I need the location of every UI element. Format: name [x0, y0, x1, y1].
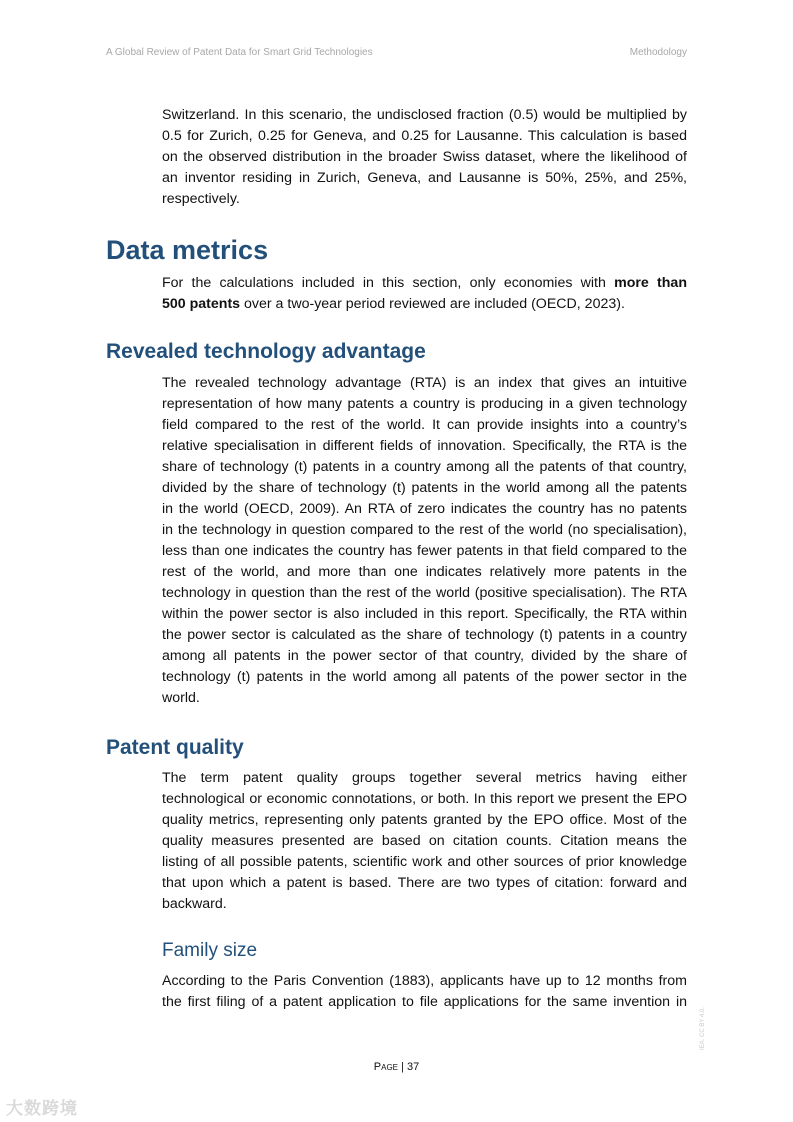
text-line: Switzerland. In this scenario, the undisclosed fraction (0.5) would be multiplied by — [162, 107, 687, 123]
text: over a two-year period reviewed are included (OECD, 2023). — [240, 296, 625, 312]
text-line: the power sector is calculated as the share of technology (t) patents in a country — [162, 627, 687, 643]
heading-rta: Revealed technology advantage — [106, 340, 426, 363]
text: For the calculations included in this section, only economies with — [162, 275, 615, 291]
text-line: in the world (OECD, 2009). An RTA of zero indicates the country has no patents — [162, 501, 687, 517]
text-line: quality measures presented are based on citation counts. Citation means the — [162, 833, 687, 849]
text-line: 0.5 for Zurich, 0.25 for Geneva, and 0.25 for Lausanne. This calculation is based — [162, 128, 687, 144]
heading-patent-quality: Patent quality — [106, 736, 244, 759]
separator: | — [398, 1061, 407, 1073]
text-line: among all patents in the power sector of that country, divided by the share of — [162, 648, 687, 664]
text-line: in the technology in question compared to the rest of the world (no specialisation), — [162, 522, 687, 538]
family-paragraph — [162, 971, 687, 1013]
quality-paragraph — [162, 768, 687, 915]
running-header-title: A Global Review of Patent Data for Smart Grid Technologies — [106, 47, 373, 58]
text-line: rest of the world, and more than one indicates relatively more patents in the — [162, 564, 687, 580]
text-line: on the observed distribution in the broader Swiss dataset, where the likelihood of — [162, 149, 687, 165]
text-line: technology (t) patents in the world among all patents of the power sector in the — [162, 669, 687, 685]
text-line: representation of how many patents a country is producing in a given technology — [162, 396, 687, 412]
page-number — [0, 1061, 793, 1073]
page-label: Page — [373, 1061, 398, 1073]
text-line: The revealed technology advantage (RTA) is an index that gives an intuitive — [162, 375, 687, 391]
text-line: relative specialisation in different fields of innovation. Specifically, the RTA is the — [162, 438, 687, 454]
text-line: less than one indicates the country has fewer patents in that field compared to the — [162, 543, 687, 559]
text-line: within the power sector is also included in this report. Specifically, the RTA within — [162, 606, 687, 622]
text-line: backward. — [162, 896, 227, 912]
rta-paragraph — [162, 373, 687, 709]
text-line: listing of all possible patents, scientific work and other sources of prior knowledge — [162, 854, 687, 870]
text-line: quality metrics, representing only patents granted by the EPO office. Most of the — [162, 812, 687, 828]
text-line: share of technology (t) patents in a country among all the patents of that country, — [162, 459, 687, 475]
text-line: that upon which a patent is based. There are two types of citation: forward and — [162, 875, 687, 891]
text-line: technological or economic connotations, or both. In this report we present the EPO — [162, 791, 687, 807]
watermark: 大数跨境 — [6, 1099, 78, 1118]
heading-family-size: Family size — [162, 940, 258, 961]
text-line: an inventor residing in Zurich, Geneva, and Lausanne is 50%, 25%, and 25%, — [162, 170, 687, 186]
page-number-value: 37 — [406, 1061, 420, 1073]
heading-data-metrics: Data metrics — [106, 235, 269, 265]
text-line: the first filing of a patent application to file applications for the same invention in — [162, 994, 687, 1010]
license-credit: IEA. CC BY 4.0. — [700, 1007, 706, 1050]
running-header-section: Methodology — [629, 47, 687, 58]
bold-text: more than — [614, 275, 687, 291]
text-line: world. — [162, 690, 200, 706]
bold-text: 500 patents — [162, 296, 241, 312]
text-line: technology in question than the rest of the world (positive specialisation). The RTA — [162, 585, 687, 601]
data-metrics-paragraph — [162, 273, 687, 315]
text-line: The term patent quality groups together several metrics having either — [162, 770, 687, 786]
text-line: According to the Paris Convention (1883), applicants have up to 12 months from — [162, 973, 687, 989]
intro-paragraph — [162, 105, 687, 210]
text-line: divided by the share of technology (t) patents in the world among all the patents — [162, 480, 687, 496]
text-line: respectively. — [162, 191, 240, 207]
text-line: field compared to the rest of the world. It can provide insights into a country’s — [162, 417, 687, 433]
